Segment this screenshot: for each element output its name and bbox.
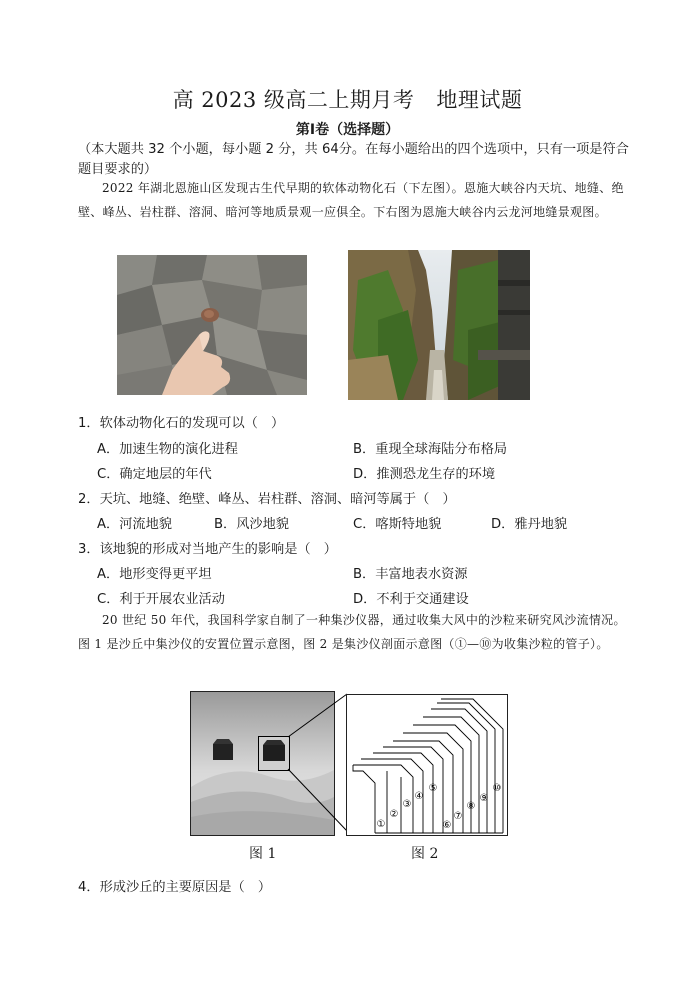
q1-option-a[interactable]: A．加速生物的演化进程 <box>97 442 238 457</box>
q3-option-c[interactable]: C．利于开展农业活动 <box>97 592 225 607</box>
q2-option-b[interactable]: B．风沙地貌 <box>214 517 289 532</box>
canyon-photo <box>348 250 530 400</box>
tube-label-8: ⑧ <box>466 801 476 812</box>
figure-2-diagram <box>346 694 508 836</box>
q1-option-b[interactable]: B．重现全球海陆分布格局 <box>353 442 508 457</box>
question-2: 2．天坑、地缝、绝壁、峰丛、岩柱群、溶洞、暗河等属于（ ） <box>78 492 456 507</box>
question-3: 3．该地貌的形成对当地产生的影响是（ ） <box>78 542 337 557</box>
passage-1: 2022 年湖北恩施山区发现古生代早期的软体动物化石（下左图）。恩施大峡谷内天坑、地缝、绝壁、峰丛、岩柱群、溶洞、暗河等地质景观一应俱全。下右图为恩施大峡谷内云龙河地缝景观图。 <box>78 181 624 219</box>
zoom-connector-lines <box>285 691 350 836</box>
q2-option-a[interactable]: A．河流地貌 <box>97 517 172 532</box>
figure-1-caption: 图 1 <box>249 846 277 862</box>
question-1: 1．软体动物化石的发现可以（ ） <box>78 416 285 431</box>
section-instructions: （本大题共 32 个小题，每小题 2 分，共 64分。在每小题给出的四个选项中，只有一项是符合题目要求的） <box>78 142 629 177</box>
passage-2: 20 世纪 50 年代，我国科学家自制了一种集沙仪器，通过收集大风中的沙粒来研究风沙流情况。图 1 是沙丘中集沙仪的安置位置示意图，图 2 是集沙仪剖面示意图（①—⑩为收集沙粒的管子）。 <box>78 613 626 651</box>
q3-option-d[interactable]: D．不利于交通建设 <box>353 592 469 607</box>
q3-option-a[interactable]: A．地形变得更平坦 <box>97 567 212 582</box>
exam-title-main: 高 2023 级高二上期月考 <box>172 88 415 112</box>
tube-label-6: ⑥ <box>442 820 452 831</box>
tube-label-7: ⑦ <box>453 811 463 822</box>
tube-label-4: ④ <box>414 791 424 802</box>
exam-title-subject: 地理试题 <box>436 88 523 112</box>
q1-option-d[interactable]: D．推测恐龙生存的环境 <box>353 467 496 482</box>
fossil-photo <box>117 255 307 395</box>
tube-label-10: ⑩ <box>492 783 502 794</box>
tube-label-5: ⑤ <box>428 783 438 794</box>
exam-title <box>0 84 695 114</box>
tube-label-3: ③ <box>402 799 412 810</box>
q2-option-c[interactable]: C．喀斯特地貌 <box>353 517 442 532</box>
q1-option-c[interactable]: C．确定地层的年代 <box>97 467 212 482</box>
figure-2-caption: 图 2 <box>411 846 439 862</box>
question-4: 4．形成沙丘的主要原因是（ ） <box>78 880 272 895</box>
q2-option-d[interactable]: D．雅丹地貌 <box>491 517 568 532</box>
section-heading: 第Ⅰ卷（选择题） <box>295 122 400 138</box>
q3-option-b[interactable]: B．丰富地表水资源 <box>353 567 468 582</box>
tube-label-1: ① <box>376 819 386 830</box>
tube-label-9: ⑨ <box>479 793 489 804</box>
tube-label-2: ② <box>389 809 399 820</box>
